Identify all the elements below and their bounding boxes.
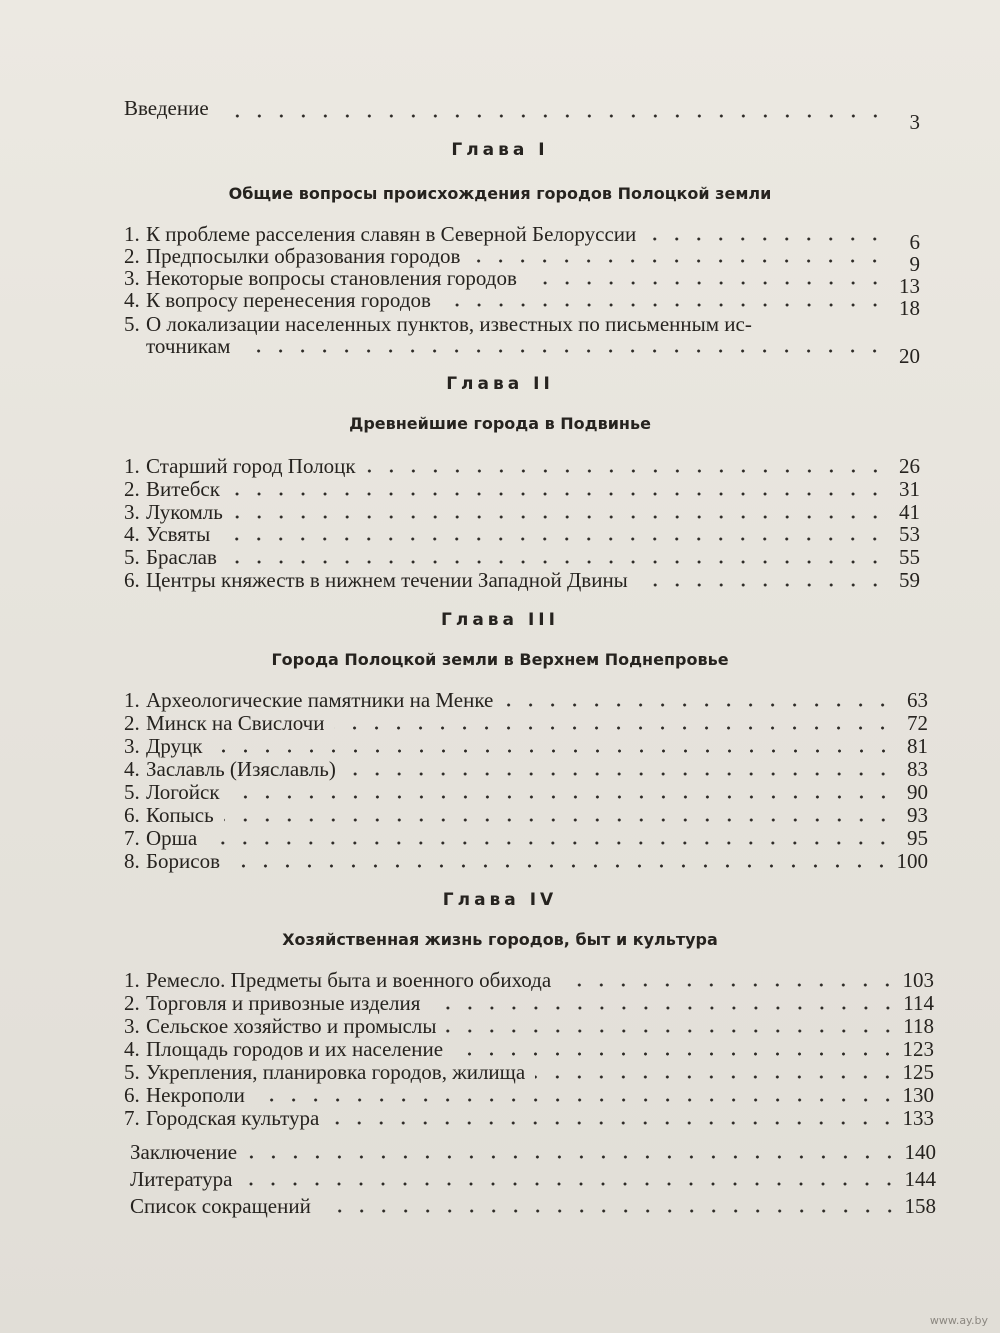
toc-entry-page: 103 — [902, 968, 934, 992]
dot-leader — [453, 1052, 898, 1056]
toc-entry-number: 3. — [124, 500, 140, 524]
toc-entry-number: 1. — [124, 968, 140, 992]
toc-entry — [124, 711, 928, 735]
toc-entry-page: 144 — [904, 1167, 936, 1191]
chapter-heading: Глава I — [451, 140, 549, 160]
toc-entry-title-continuation: точникам — [146, 334, 231, 358]
toc-entry-title: Старший город Полоцк — [146, 454, 356, 478]
toc-entry — [124, 222, 920, 254]
toc-entry-page: 9 — [909, 252, 920, 276]
toc-entry-page: 123 — [902, 1037, 934, 1061]
toc-entry-title: Заключение — [130, 1140, 238, 1164]
toc-entry-title: Археологические памятники на Менке — [146, 688, 494, 712]
toc-entry-page: 18 — [899, 296, 920, 320]
dot-leader — [527, 281, 886, 285]
toc-entry — [124, 266, 920, 298]
toc-entry-title: Ремесло. Предметы быта и военного обихода — [146, 968, 552, 992]
toc-entry — [124, 688, 928, 712]
chapter-title: Древнейшие города в Подвинье — [349, 414, 651, 433]
toc-entry — [124, 545, 920, 569]
dot-leader — [213, 749, 895, 753]
toc-entry-conclusion — [130, 1140, 936, 1164]
toc-entry-number: 3. — [124, 1014, 140, 1038]
toc-entry-number: 1. — [124, 222, 140, 246]
toc-entry-number: 3. — [124, 266, 140, 290]
dot-leader — [503, 703, 894, 707]
toc-entry-title: Копысь — [146, 803, 214, 827]
dot-leader — [242, 1182, 900, 1186]
toc-entry — [124, 780, 928, 804]
toc-entry-page: 118 — [903, 1014, 934, 1038]
dot-leader — [230, 795, 894, 799]
toc-entry-title: Сельское хозяйство и промыслы — [146, 1014, 437, 1038]
dot-leader — [535, 1075, 898, 1079]
toc-entry-title: Витебск — [146, 477, 220, 501]
watermark: www.ay.by — [929, 1314, 988, 1327]
toc-entry — [124, 522, 920, 546]
dot-leader — [366, 469, 886, 473]
dot-leader — [346, 772, 894, 776]
toc-entry-title: Торговля и привозные изделия — [146, 991, 421, 1015]
toc-entry — [124, 568, 920, 592]
toc-entry-intro — [124, 96, 920, 134]
toc-entry-title: Логойск — [146, 780, 220, 804]
toc-entry-title: Укрепления, планировка городов, жилища — [146, 1060, 526, 1084]
toc-entry-title: О локализации населенных пунктов, известных по письменным ис- — [146, 312, 752, 336]
toc-entry-number: 1. — [124, 454, 140, 478]
toc-entry-number: 1. — [124, 688, 140, 712]
toc-entry-title: Друцк — [146, 734, 203, 758]
toc-entry — [124, 477, 920, 501]
dot-leader — [430, 1006, 899, 1010]
toc-entry-number: 5. — [124, 545, 140, 569]
toc-entry-page: 55 — [899, 545, 920, 569]
dot-leader — [446, 1029, 899, 1033]
dot-leader — [240, 349, 886, 353]
dot-leader — [441, 303, 886, 307]
toc-entry-number: 6. — [124, 568, 140, 592]
toc-entry-continuation — [124, 334, 920, 368]
toc-entry-number: 6. — [124, 1083, 140, 1107]
toc-entry — [124, 968, 934, 992]
toc-entry-number: 5. — [124, 312, 140, 336]
dot-leader — [646, 237, 886, 241]
toc-entry — [124, 454, 920, 478]
toc-entry-number: 2. — [124, 991, 140, 1015]
toc-entry-title: Предпосылки образования городов — [146, 244, 461, 268]
toc-entry-page: 26 — [899, 454, 920, 478]
toc-entry-page: 93 — [907, 803, 928, 827]
toc-entry-page: 90 — [907, 780, 928, 804]
dot-leader — [230, 492, 886, 496]
chapter-title: Общие вопросы происхождения городов Полоцкой земли — [228, 184, 772, 203]
toc-entry — [124, 826, 928, 850]
toc-entry-page: 6 — [909, 230, 920, 254]
toc-entry — [124, 288, 920, 320]
toc-entry-title: Площадь городов и их население — [146, 1037, 444, 1061]
toc-entry-page: 53 — [899, 522, 920, 546]
dot-leader — [219, 114, 886, 118]
toc-entry-title: Орша — [146, 826, 198, 850]
toc-entry-page: 3 — [909, 110, 920, 134]
dot-leader — [470, 259, 886, 263]
dot-leader — [220, 537, 886, 541]
toc-entry-page: 81 — [907, 734, 928, 758]
toc-entry-page: 83 — [907, 757, 928, 781]
dot-leader — [334, 726, 894, 730]
toc-entry — [124, 991, 934, 1015]
toc-entry-page: 133 — [902, 1106, 934, 1130]
toc-entry-number: 2. — [124, 244, 140, 268]
toc-entry-number: 2. — [124, 711, 140, 735]
toc-entry-page: 158 — [904, 1194, 936, 1218]
toc-entry-title: Введение — [124, 96, 209, 120]
toc-entry-title: Усвяты — [146, 522, 211, 546]
dot-leader — [329, 1121, 898, 1125]
toc-entry-title: Борисов — [146, 849, 221, 873]
toc-entry — [124, 1037, 934, 1061]
toc-entry — [124, 500, 920, 524]
toc-entry-page: 13 — [899, 274, 920, 298]
toc-entry-page: 130 — [902, 1083, 934, 1107]
dot-leader — [233, 515, 886, 519]
toc-entry-page: 41 — [899, 500, 920, 524]
toc-entry — [124, 803, 928, 827]
toc-entry-page: 59 — [899, 568, 920, 592]
chapter-title: Города Полоцкой земли в Верхнем Поднепровье — [271, 650, 729, 669]
toc-entry-literature — [130, 1167, 936, 1191]
dot-leader — [224, 818, 894, 822]
toc-entry-page: 100 — [896, 849, 928, 873]
toc-entry-number: 4. — [124, 1037, 140, 1061]
toc-entry-title: Некрополи — [146, 1083, 245, 1107]
toc-entry-title: Браслав — [146, 545, 217, 569]
toc-entry — [124, 1083, 934, 1107]
toc-entry-page: 31 — [899, 477, 920, 501]
toc-entry-title: Центры княжеств в нижнем течении Западной Двины — [146, 568, 628, 592]
toc-entry-title: К вопросу перенесения городов — [146, 288, 431, 312]
toc-entry-number: 6. — [124, 803, 140, 827]
toc-entry — [124, 734, 928, 758]
toc-entry-number: 5. — [124, 1060, 140, 1084]
dot-leader — [227, 560, 886, 564]
toc-entry-page: 63 — [907, 688, 928, 712]
toc-entry-number: 2. — [124, 477, 140, 501]
toc-entry-number: 4. — [124, 757, 140, 781]
dot-leader — [561, 983, 898, 987]
toc-entry-page: 95 — [907, 826, 928, 850]
toc-entry-page: 114 — [903, 991, 934, 1015]
toc-entry-number: 4. — [124, 522, 140, 546]
toc-entry — [124, 1106, 934, 1130]
dot-leader — [255, 1098, 899, 1102]
toc-entry-title: Лукомль — [146, 500, 223, 524]
toc-entry-number: 4. — [124, 288, 140, 312]
toc-entry-number: 5. — [124, 780, 140, 804]
toc-entry-number: 7. — [124, 1106, 140, 1130]
chapter-heading: Глава IV — [442, 890, 558, 910]
toc-entry-page: 72 — [907, 711, 928, 735]
toc-entry-page: 20 — [899, 344, 920, 368]
toc-entry-number: 7. — [124, 826, 140, 850]
toc-entry-title: Литература — [130, 1167, 233, 1191]
toc-entry-page: 125 — [902, 1060, 934, 1084]
toc-entry — [124, 312, 920, 336]
toc-entry-title: Список сокращений — [130, 1194, 311, 1218]
toc-entry-title: К проблеме расселения славян в Северной Белоруссии — [146, 222, 637, 246]
dot-leader — [638, 583, 886, 587]
toc-entry-title: Минск на Свислочи — [146, 711, 325, 735]
toc-entry-page: 140 — [904, 1140, 936, 1164]
toc-entry-title: Заславль (Изяславль) — [146, 757, 336, 781]
dot-leader — [321, 1209, 901, 1213]
toc-entry — [124, 1014, 934, 1038]
toc-entry — [124, 244, 920, 276]
chapter-heading: Глава II — [446, 374, 554, 394]
toc-entry — [124, 757, 928, 781]
toc-entry-title: Некоторые вопросы становления городов — [146, 266, 517, 290]
dot-leader — [247, 1155, 900, 1159]
dot-leader — [207, 841, 894, 845]
dot-leader — [230, 864, 892, 868]
chapter-heading: Глава III — [441, 610, 559, 630]
toc-entry-title: Городская культура — [146, 1106, 320, 1130]
chapter-title: Хозяйственная жизнь городов, быт и культура — [282, 930, 718, 949]
toc-entry — [124, 849, 928, 873]
toc-entry-number: 3. — [124, 734, 140, 758]
toc-entry-abbreviations — [130, 1194, 936, 1218]
toc-entry — [124, 1060, 934, 1084]
toc-entry-number: 8. — [124, 849, 140, 873]
